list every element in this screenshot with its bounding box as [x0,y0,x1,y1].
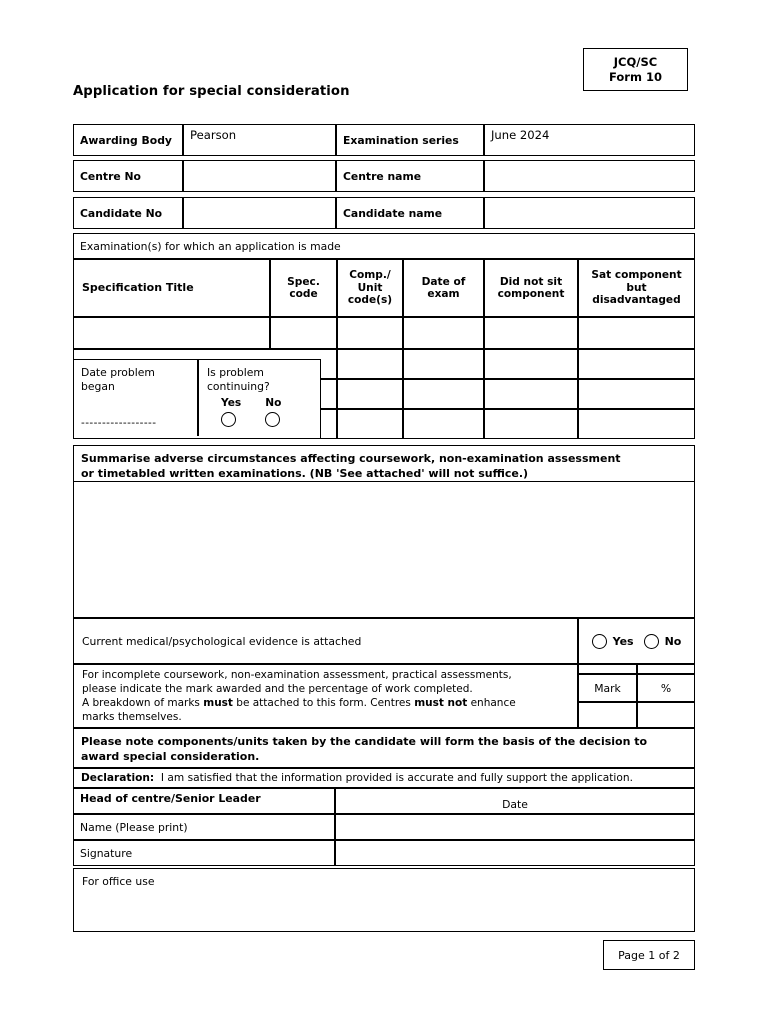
problem-continuing-field [199,360,318,436]
problem-continuing-label-l1: Is problem [207,366,264,379]
declaration-statement [73,768,695,788]
col-sat-l1: Sat component [591,269,682,282]
coursework-line-1: For incomplete coursework, non-examination assessment, practical assessments, [82,669,512,681]
coursework-line-3c: be attached to this form. Centres [232,696,415,709]
problem-continuing-radios [207,412,318,427]
exam-table-caption: Examination(s) for which an application is made [73,233,695,259]
table-row[interactable] [403,317,484,349]
centre-no-label: Centre No [73,160,183,192]
table-row[interactable] [484,349,578,379]
date-problem-began-label-l1: Date problem [81,366,155,379]
form-number: Form 10 [609,69,662,84]
col-sat-l2: but [626,281,647,294]
candidate-name-value[interactable] [484,197,695,229]
problem-continuing-yes-label: Yes [221,397,242,410]
problem-continuing-options [207,397,318,411]
candidate-no-value[interactable] [183,197,336,229]
components-note [73,728,695,768]
col-comp-unit-l1: Comp./ [349,269,391,282]
col-did-not-sit-component [484,259,578,317]
col-date-l2: exam [427,288,460,300]
signature-field[interactable] [335,840,695,866]
col-sat-l3: disadvantaged [592,294,681,307]
awarding-body-value[interactable]: Pearson [183,124,336,156]
components-note-line-1: Please note components/units taken by the candidate will form the basis of the decision to [81,735,648,748]
name-print-field[interactable] [335,814,695,840]
summarise-line-1: Summarise adverse circumstances affecting coursework, non-examination assessment [81,452,621,465]
problem-continuing-yes-radio[interactable] [221,412,236,427]
problem-continuing-no-label: No [265,397,282,410]
medical-evidence-no-radio[interactable] [644,634,659,649]
col-specification-title: Specification Title [73,259,270,317]
office-use-label: For office use [82,875,155,888]
office-use-box[interactable] [73,868,695,932]
centre-name-value[interactable] [484,160,695,192]
col-spec-code-l1: Spec. [287,275,320,288]
candidate-no-label: Candidate No [73,197,183,229]
problem-details-box [73,359,321,439]
signature-label: Signature [73,840,335,866]
coursework-line-2: please indicate the mark awarded and the percentage of work completed. [82,682,473,695]
form-code: JCQ/SC [613,54,658,69]
awarding-body-label: Awarding Body [73,124,183,156]
col-date-l1: Date of [421,275,466,288]
mark-spacer-cell [578,664,637,674]
name-print-label: Name (Please print) [73,814,335,840]
coursework-line-3a: A breakdown of marks [82,696,204,709]
centre-no-value[interactable] [183,160,336,192]
col-comp-unit-code [337,259,403,317]
table-row[interactable] [403,409,484,439]
declaration-label: Declaration: [81,772,155,784]
table-row[interactable] [337,317,403,349]
mark-column-header: Mark [578,674,637,702]
medical-evidence-label: Current medical/psychological evidence is attached [73,618,578,664]
table-row[interactable] [403,349,484,379]
percent-column-header: % [637,674,695,702]
col-date-of-exam [403,259,484,317]
summarise-instructions [73,445,695,482]
signoff-date-label: Date [335,788,695,814]
medical-evidence-no-label: No [664,634,682,648]
form-number-badge [583,48,688,91]
problem-continuing-label-l2: continuing? [207,380,270,394]
candidate-name-label: Candidate name [336,197,484,229]
medical-evidence-yes-radio[interactable] [592,634,607,649]
percent-value-field[interactable] [637,702,695,728]
table-row[interactable] [337,409,403,439]
problem-continuing-no-radio[interactable] [265,412,280,427]
components-note-line-2: award special consideration. [81,750,260,764]
table-row[interactable] [73,317,270,349]
head-of-centre-label: Head of centre/Senior Leader [73,788,335,814]
table-row[interactable] [270,317,337,349]
percent-spacer-cell [637,664,695,674]
summarise-line-2: or timetabled written examinations. (NB 'See attached' will not suffice.) [81,467,529,481]
col-comp-unit-l2: Unit [357,281,383,294]
coursework-must: must [203,696,233,709]
table-row[interactable] [578,379,695,409]
table-row[interactable] [484,379,578,409]
col-spec-code-l2: code [289,288,318,300]
col-sat-component-disadvantaged [578,259,695,317]
declaration-text: I am satisfied that the information provided is accurate and fully support the application. [154,772,633,784]
table-row[interactable] [484,317,578,349]
table-row[interactable] [337,349,403,379]
table-row[interactable] [484,409,578,439]
page-title: Application for special consideration [73,84,350,99]
table-row[interactable] [578,349,695,379]
date-problem-began-writeline: ------------------ [81,417,157,429]
coursework-line-3e: enhance [467,696,516,709]
medical-evidence-yes-label: Yes [612,634,634,648]
coursework-instructions [73,664,578,728]
coursework-line-3 [82,697,569,711]
table-row[interactable] [337,379,403,409]
col-did-not-sit-l1: Did not sit [499,275,563,288]
coursework-line-4: marks themselves. [82,710,182,723]
table-row[interactable] [403,379,484,409]
centre-name-label: Centre name [336,160,484,192]
medical-evidence-options [578,618,695,664]
col-did-not-sit-l2: component [497,288,565,300]
page-number-box: Page 1 of 2 [603,940,695,970]
table-row[interactable] [578,317,695,349]
table-row[interactable] [578,409,695,439]
col-comp-unit-l3: code(s) [347,294,393,307]
mark-value-field[interactable] [578,702,637,728]
summarise-textarea[interactable] [73,482,695,618]
examination-series-value[interactable]: June 2024 [484,124,695,156]
coursework-must-not: must not [414,696,468,709]
date-problem-began-label-l2: began [81,380,115,394]
examination-series-label: Examination series [336,124,484,156]
col-spec-code [270,259,337,317]
